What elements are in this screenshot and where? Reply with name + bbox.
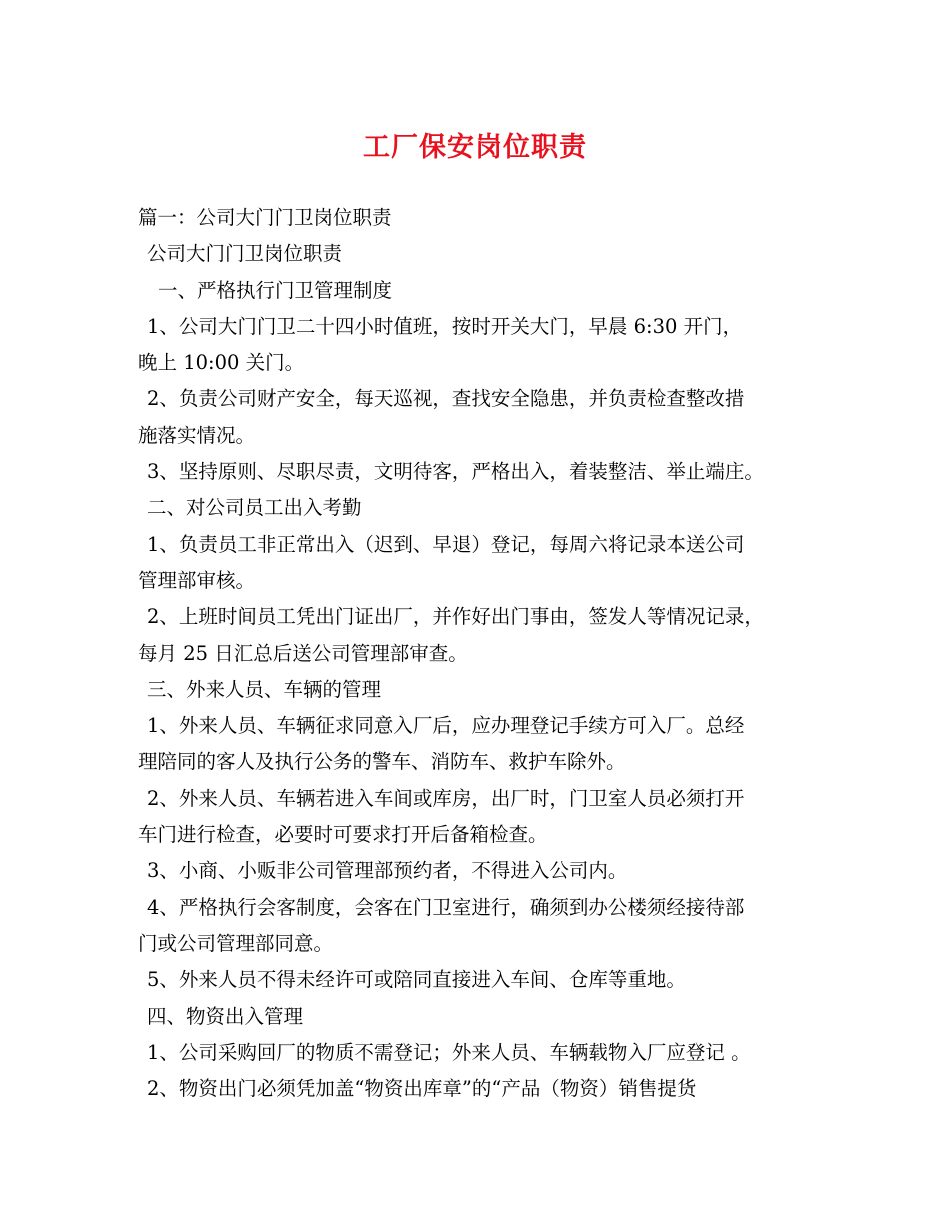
paragraph-line: 2、负责公司财产安全，每天巡视，查找安全隐患，并负责检查整改措 xyxy=(147,387,745,411)
paragraph-line: 每月 25 日汇总后送公司管理部审查。 xyxy=(138,641,468,665)
document-body xyxy=(138,200,828,1107)
paragraph-line: 3、坚持原则、尽职尽责，文明待客，严格出入，着装整洁、举止端庄。 xyxy=(147,460,764,484)
paragraph-line: 4、严格执行会客制度，会客在门卫室进行，确须到办公楼须经接待部 xyxy=(147,895,745,919)
paragraph-line: 5、外来人员不得未经许可或陪同直接进入车间、仓库等重地。 xyxy=(147,968,686,992)
paragraph-line: 理陪同的客人及执行公务的警车、消防车、救护车除外。 xyxy=(138,750,626,774)
paragraph-line: 车门进行检查，必要时可要求打开后备箱检查。 xyxy=(138,823,548,847)
paragraph-line: 晚上 10:00 关门。 xyxy=(138,351,305,375)
paragraph-line: 门或公司管理部同意。 xyxy=(138,931,334,955)
section-heading: 三、外来人员、车辆的管理 xyxy=(147,677,382,701)
section-heading: 二、对公司员工出入考勤 xyxy=(147,496,362,520)
paragraph-line: 2、物资出门必须凭加盖“物资出库章”的“产品（物资）销售提货 xyxy=(147,1077,697,1101)
paragraph-line: 1、公司大门门卫二十四小时值班，按时开关大门，早晨 6:30 开门， xyxy=(147,314,743,338)
paragraph-line: 施落实情况。 xyxy=(138,423,256,447)
paragraph-line: 公司大门门卫岗位职责 xyxy=(147,242,343,266)
paragraph-line: 2、外来人员、车辆若进入车间或库房，出厂时，门卫室人员必须打开 xyxy=(147,786,745,810)
paragraph-line: 1、外来人员、车辆征求同意入厂后，应办理登记手续方可入厂。总经 xyxy=(147,714,745,738)
paragraph-line: 2、上班时间员工凭出门证出厂，并作好出门事由，签发人等情况记录， xyxy=(147,605,764,629)
paragraph-line: 篇一：公司大门门卫岗位职责 xyxy=(138,206,392,229)
paragraph-line: 管理部审核。 xyxy=(138,568,256,592)
section-heading: 四、物资出入管理 xyxy=(147,1004,304,1028)
paragraph-line: 3、小商、小贩非公司管理部预约者，不得进入公司内。 xyxy=(147,859,628,883)
paragraph-line: 1、公司采购回厂的物质不需登记；外来人员、车辆载物入厂应登记 。 xyxy=(147,1040,751,1064)
document-title: 工厂保安岗位职责 xyxy=(363,132,587,163)
paragraph-line: 1、负责员工非正常出入（迟到、早退）登记，每周六将记录本送公司 xyxy=(147,532,745,556)
section-heading: 一、严格执行门卫管理制度 xyxy=(158,278,393,302)
